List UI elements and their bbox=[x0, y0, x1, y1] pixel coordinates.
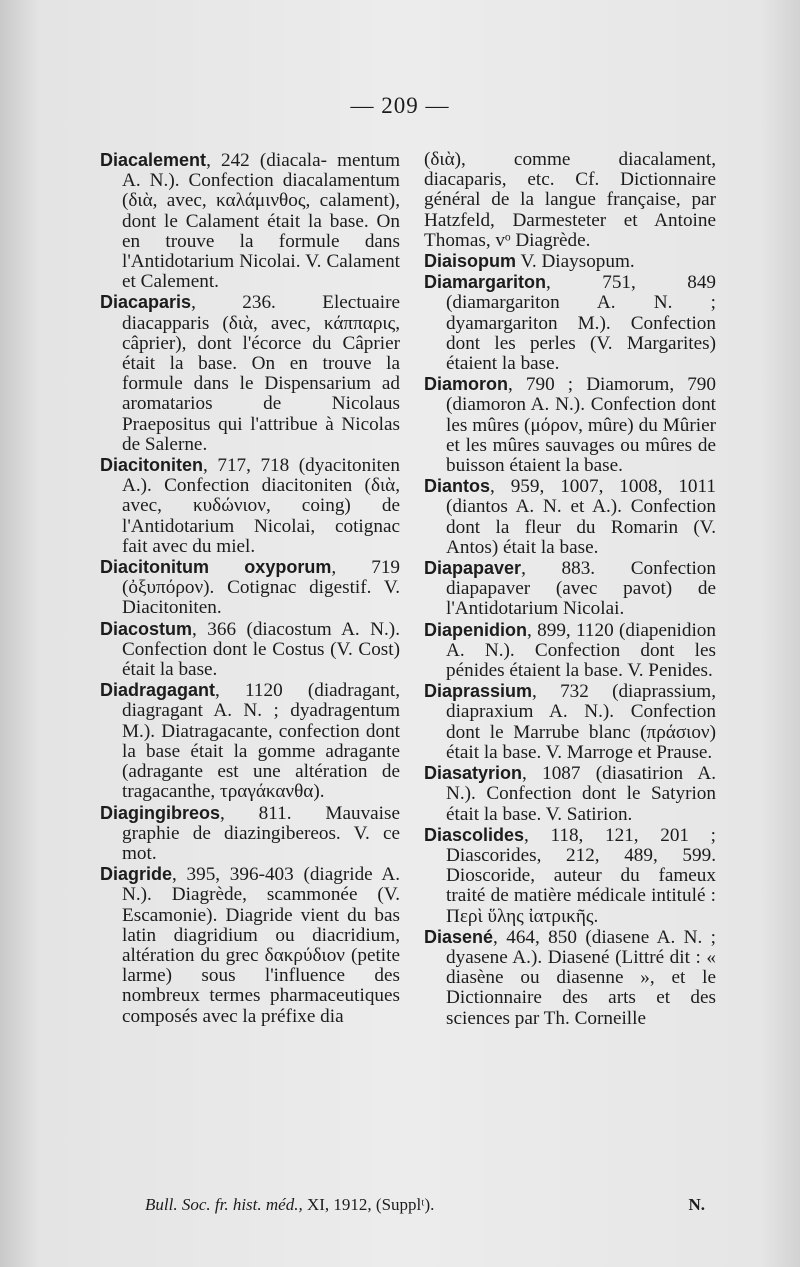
dictionary-entry bbox=[100, 619, 400, 681]
entry-text: , 811. Mauvaise graphie de diazingibereos. V. ce mot. bbox=[122, 802, 400, 864]
entry-term: Diascolides bbox=[424, 824, 525, 845]
entry-term: Diaprassium bbox=[424, 681, 533, 702]
dictionary-entry bbox=[100, 680, 400, 802]
footer-signature: N. bbox=[688, 1195, 705, 1214]
entry-text: (διὰ), comme diacalament, diacaparis, etc. Cf. Dictionnaire général de la langue française, par Hatzfeld, Darmesteter et Antoine Thomas, vᵒ Diagrède. bbox=[424, 149, 716, 251]
entry-term: Diamargariton bbox=[424, 272, 547, 293]
entry-term: Diadragagant bbox=[100, 680, 216, 701]
dictionary-entry bbox=[424, 150, 716, 251]
entry-text: , 1087 (diasatirion A. N.). Confection dont le Satyrion était la base. V. Satirion. bbox=[446, 763, 716, 825]
entry-term: Diacostum bbox=[100, 618, 193, 639]
dictionary-entry bbox=[100, 150, 400, 292]
dictionary-entry bbox=[424, 558, 716, 620]
entry-text: , 719 (ὀξυπόρον). Cotignac digestif. V. Diacitoniten. bbox=[122, 557, 401, 619]
entry-term: Diapenidion bbox=[424, 619, 527, 640]
entry-term: Diacalement bbox=[100, 150, 207, 170]
entry-text: , 751, 849 (diamargariton A. N. ; dyamargariton M.). Confection dont les perles (V. Margarites) étaient la base. bbox=[446, 272, 716, 375]
entry-text: , 959, 1007, 1008, 1011 (diantos A. N. et A.). Confection dont la fleur du Romarin (V. Antos) était la base. bbox=[446, 476, 716, 558]
dictionary-entry bbox=[424, 272, 716, 374]
dictionary-entry bbox=[100, 557, 400, 619]
footer bbox=[145, 1195, 705, 1215]
entry-text: , 883. Confection diapapaver (avec pavot) de l'Antidotarium Nicolai. bbox=[446, 558, 716, 620]
dictionary-entry bbox=[424, 476, 716, 558]
entry-term: Diagride bbox=[100, 864, 173, 885]
entry-term: Diacaparis bbox=[100, 292, 192, 313]
entry-text: , 790 ; Diamorum, 790 (diamoron A. N.). Confection dont les mûres (μόρον, mûre) du Mûrier et les mûres sauvages ou mûres de buisson étaient la base. bbox=[446, 374, 716, 477]
entry-term: Diapapaver bbox=[424, 558, 522, 579]
dictionary-entry bbox=[100, 292, 400, 455]
dictionary-entry bbox=[424, 251, 716, 272]
entry-term: Diantos bbox=[424, 476, 491, 497]
entry-text: , 899, 1120 (diapenidion A. N.). Confection dont les pénides étaient la base. V. Penides. bbox=[446, 619, 716, 682]
entry-text: , 118, 121, 201 ; Diascorides, 212, 489, 599. Dioscoride, auteur du fameux traité de matière médicale intitulé : Περὶ ὕλης ἰατρικῆς. bbox=[446, 824, 716, 927]
entry-text: , 242 (diacala- mentum A. N.). Confection diacalamentum (διὰ, avec, καλάμινθος, calament), dont le Calament était la base. On en trouve la formule dans l'Antidotarium Nicolai. V. Calament et Calement. bbox=[122, 150, 400, 293]
dictionary-entry bbox=[424, 374, 716, 476]
entry-term: Diacitoniten bbox=[100, 455, 204, 476]
left-column bbox=[100, 150, 400, 1027]
entry-text: , 717, 718 (dyacitoniten A.). Confection diacitoniten (διὰ, avec, κυδώνιον, coing) de l'Antidotarium Nicolai, cotignac fait avec du miel. bbox=[122, 455, 400, 557]
entry-term: Diacitonitum oxyporum bbox=[100, 557, 332, 578]
dictionary-entry bbox=[100, 864, 400, 1027]
dictionary-entry bbox=[100, 803, 400, 865]
right-column bbox=[424, 150, 716, 1029]
dictionary-entry bbox=[424, 763, 716, 825]
entry-text: V. Diaysopum. bbox=[516, 251, 635, 273]
entry-text: , 366 (diacostum A. N.). Confection dont le Costus (V. Cost) était la base. bbox=[122, 618, 400, 681]
entry-text: , 464, 850 (diasene A. N. ; dyasene A.). Diasené (Littré dit : « diasène ou diasenne », et le Dictionnaire des arts et des sciences par Th. Corneille bbox=[446, 926, 716, 1029]
dictionary-entry bbox=[424, 620, 716, 682]
entry-term: Diasatyrion bbox=[424, 763, 523, 784]
entry-text: , 236. Electuaire diacapparis (διὰ, avec, κάππαρις, câprier), dont l'écorce du Câprier était la base. On en trouve la formule dans le Dispensarium ad aromatarios de Nicolaus Praepositus qui l'attribue à Nicolas de Salerne. bbox=[122, 292, 400, 455]
entry-text: , 1120 (diadragant, diagragant A. N. ; dyadragentum M.). Diatragacante, confection dont la base était la gomme adragante (adragante est une altération de tragacanthe, τραγάκανθα). bbox=[122, 680, 400, 803]
entry-term: Diagingibreos bbox=[100, 802, 221, 823]
entry-term: Diaisopum bbox=[424, 251, 517, 272]
entry-term: Diasené bbox=[424, 926, 494, 947]
page-number: — 209 — bbox=[350, 93, 450, 118]
entry-term: Diamoron bbox=[424, 374, 509, 395]
dictionary-entry bbox=[424, 927, 716, 1029]
dictionary-entry bbox=[424, 825, 716, 927]
dictionary-entry bbox=[100, 455, 400, 557]
entry-text: , 395, 396-403 (diagride A. N.). Diagrède, scammonée (V. Escamonie). Diagride vient du bas latin diagridium ou diacridium, altération du grec δακρύδιον (petite larme) sous l'influence des nombreux termes pharmaceutiques composés avec la préfixe dia bbox=[122, 864, 400, 1027]
entry-text: , 732 (diaprassium, diapraxium A. N.). Confection dont le Marrube blanc (πράσιον) était la base. V. Marroge et Prause. bbox=[446, 681, 716, 763]
footer-volume: XI, 1912, (Supplᵗ). bbox=[306, 1195, 435, 1214]
footer-journal: Bull. Soc. fr. hist. méd., bbox=[145, 1195, 303, 1214]
dictionary-entry bbox=[424, 681, 716, 763]
